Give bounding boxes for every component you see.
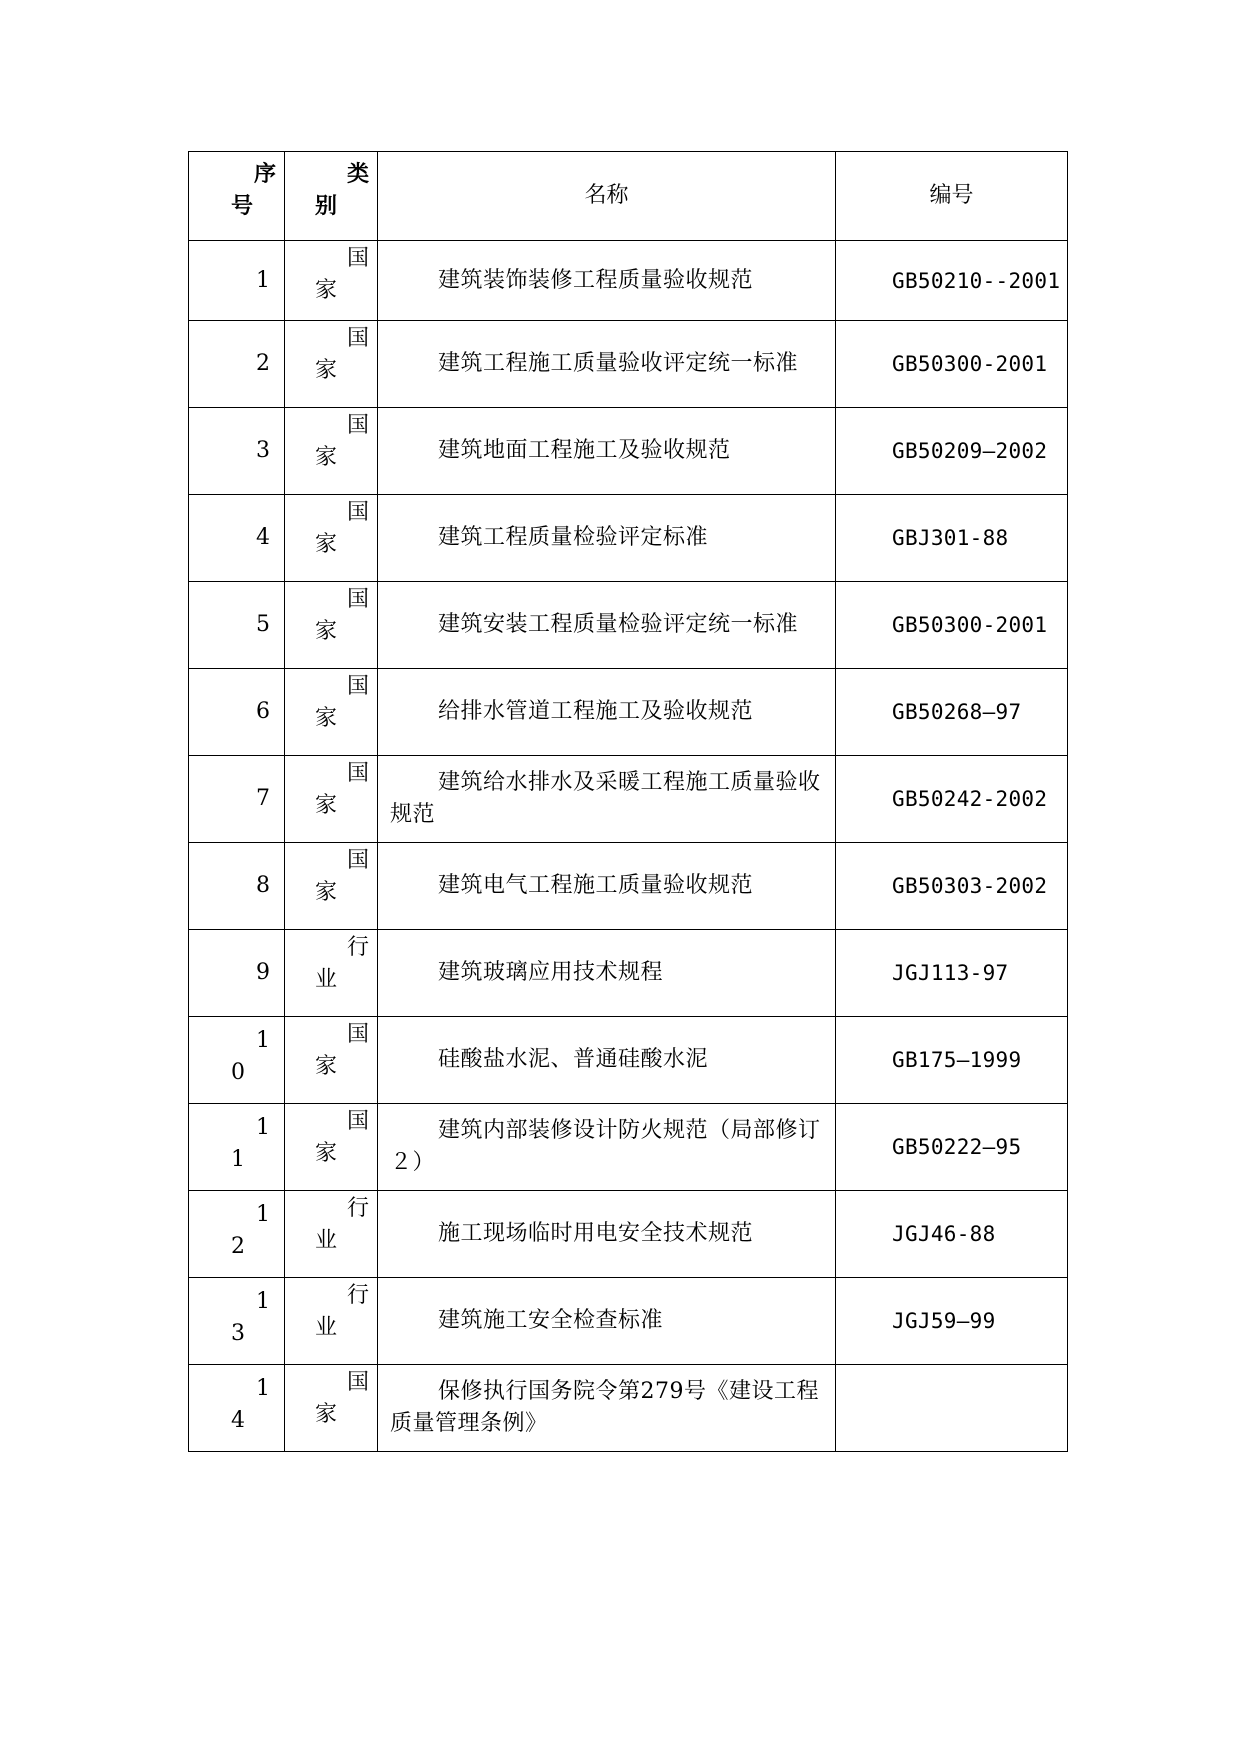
seq-bottom: 2 <box>231 1234 245 1259</box>
standard-name-cell: 建筑电气工程施工质量验收规范 <box>378 843 836 930</box>
category-cell <box>285 1365 378 1452</box>
category-cell <box>285 408 378 495</box>
table-row <box>189 1278 1068 1365</box>
header-code: 编号 <box>836 152 1068 241</box>
seq-number: 4 <box>256 525 270 550</box>
seq-bottom: 4 <box>231 1408 245 1433</box>
seq-top: 1 <box>256 1115 270 1140</box>
table-row <box>189 408 1068 495</box>
category-cell <box>285 1104 378 1191</box>
seq-top: 1 <box>256 1376 270 1401</box>
category-cell <box>285 321 378 408</box>
seq-top: 1 <box>256 1202 270 1227</box>
table-row <box>189 241 1068 321</box>
category-top: 国 <box>346 500 369 525</box>
category-bottom: 家 <box>315 880 338 905</box>
category-top: 国 <box>346 326 369 351</box>
seq-cell <box>189 1191 285 1278</box>
standard-name-cell: 施工现场临时用电安全技术规范 <box>378 1191 836 1278</box>
category-top: 行 <box>346 935 369 960</box>
seq-cell <box>189 843 285 930</box>
standard-code-cell: GB50222—95 <box>836 1104 1068 1191</box>
standard-name-cell: 建筑工程施工质量验收评定统一标准 <box>378 321 836 408</box>
seq-number: 8 <box>256 873 270 898</box>
seq-cell <box>189 408 285 495</box>
table-row <box>189 1104 1068 1191</box>
standard-name-cell: 建筑装饰装修工程质量验收规范 <box>378 241 836 321</box>
standard-name-cell: 建筑工程质量检验评定标准 <box>378 495 836 582</box>
category-bottom: 业 <box>315 967 338 992</box>
category-bottom: 家 <box>315 619 338 644</box>
category-bottom: 家 <box>315 532 338 557</box>
category-top: 国 <box>346 413 369 438</box>
category-bottom: 家 <box>315 278 338 303</box>
category-bottom: 家 <box>315 358 338 383</box>
seq-cell <box>189 1104 285 1191</box>
seq-bottom: 1 <box>231 1147 245 1172</box>
category-top: 行 <box>346 1283 369 1308</box>
table-row <box>189 321 1068 408</box>
seq-number: 2 <box>256 351 270 376</box>
seq-cell <box>189 1017 285 1104</box>
seq-cell <box>189 241 285 321</box>
category-cell <box>285 669 378 756</box>
seq-bottom: 3 <box>231 1321 245 1346</box>
seq-cell <box>189 495 285 582</box>
standard-code-cell: GBJ301-88 <box>836 495 1068 582</box>
header-seq <box>189 152 285 241</box>
header-category-top: 类 <box>346 161 369 187</box>
category-bottom: 业 <box>315 1315 338 1340</box>
standard-code-cell: JGJ113-97 <box>836 930 1068 1017</box>
header-category <box>285 152 378 241</box>
category-cell <box>285 241 378 321</box>
standard-code-cell: GB50209—2002 <box>836 408 1068 495</box>
standard-code-cell: GB50300-2001 <box>836 582 1068 669</box>
category-bottom: 家 <box>315 706 338 731</box>
seq-number: 3 <box>256 438 270 463</box>
standard-name-cell: 建筑施工安全检查标准 <box>378 1278 836 1365</box>
category-bottom: 业 <box>315 1228 338 1253</box>
table-row <box>189 930 1068 1017</box>
standard-code-cell: GB50210--2001 <box>836 241 1068 321</box>
table-row <box>189 756 1068 843</box>
category-top: 国 <box>346 246 369 271</box>
seq-cell <box>189 1278 285 1365</box>
seq-number: 5 <box>256 612 270 637</box>
category-cell <box>285 1278 378 1365</box>
header-seq-top: 序 <box>253 161 276 187</box>
table-row <box>189 1365 1068 1452</box>
table-header-row <box>189 152 1068 241</box>
category-bottom: 家 <box>315 1141 338 1166</box>
seq-number: 7 <box>256 786 270 811</box>
seq-cell <box>189 756 285 843</box>
standard-code-cell: GB50303-2002 <box>836 843 1068 930</box>
category-cell <box>285 582 378 669</box>
category-cell <box>285 1017 378 1104</box>
header-seq-bottom: 号 <box>231 193 254 219</box>
table-row <box>189 582 1068 669</box>
standard-name-cell: 硅酸盐水泥、普通硅酸水泥 <box>378 1017 836 1104</box>
seq-cell <box>189 930 285 1017</box>
category-top: 国 <box>346 848 369 873</box>
category-cell <box>285 495 378 582</box>
category-top: 行 <box>346 1196 369 1221</box>
category-bottom: 家 <box>315 1402 338 1427</box>
standard-code-cell: JGJ59—99 <box>836 1278 1068 1365</box>
seq-number: 9 <box>256 960 270 985</box>
seq-cell <box>189 582 285 669</box>
seq-cell <box>189 321 285 408</box>
table-row <box>189 843 1068 930</box>
seq-number: 6 <box>256 699 270 724</box>
standard-code-cell: JGJ46-88 <box>836 1191 1068 1278</box>
category-bottom: 家 <box>315 1054 338 1079</box>
table-row <box>189 669 1068 756</box>
standard-name-cell: 建筑安装工程质量检验评定统一标准 <box>378 582 836 669</box>
category-top: 国 <box>346 761 369 786</box>
standard-name-cell: 建筑内部装修设计防火规范（局部修订２） <box>378 1104 836 1191</box>
standard-name-cell: 保修执行国务院令第279号《建设工程质量管理条例》 <box>378 1365 836 1452</box>
table-row <box>189 1017 1068 1104</box>
standard-name-cell: 建筑玻璃应用技术规程 <box>378 930 836 1017</box>
standard-name-cell: 建筑给水排水及采暖工程施工质量验收规范 <box>378 756 836 843</box>
header-category-bottom: 别 <box>315 193 338 219</box>
seq-top: 1 <box>256 1028 270 1053</box>
table-row <box>189 1191 1068 1278</box>
category-bottom: 家 <box>315 793 338 818</box>
category-cell <box>285 756 378 843</box>
standard-code-cell <box>836 1365 1068 1452</box>
standard-name-cell: 建筑地面工程施工及验收规范 <box>378 408 836 495</box>
category-cell <box>285 843 378 930</box>
category-bottom: 家 <box>315 445 338 470</box>
standard-code-cell: GB50268—97 <box>836 669 1068 756</box>
table-row <box>189 495 1068 582</box>
seq-bottom: 0 <box>231 1060 245 1085</box>
category-top: 国 <box>346 587 369 612</box>
seq-cell <box>189 669 285 756</box>
standard-name-cell: 给排水管道工程施工及验收规范 <box>378 669 836 756</box>
seq-number: 1 <box>256 267 270 293</box>
standard-code-cell: GB50242-2002 <box>836 756 1068 843</box>
category-top: 国 <box>346 1022 369 1047</box>
category-top: 国 <box>346 674 369 699</box>
seq-top: 1 <box>256 1289 270 1314</box>
header-name: 名称 <box>378 152 836 241</box>
standard-code-cell: GB50300-2001 <box>836 321 1068 408</box>
category-top: 国 <box>346 1109 369 1134</box>
category-cell <box>285 1191 378 1278</box>
seq-cell <box>189 1365 285 1452</box>
category-top: 国 <box>346 1370 369 1395</box>
category-cell <box>285 930 378 1017</box>
standards-table <box>188 151 1068 1452</box>
standard-code-cell: GB175—1999 <box>836 1017 1068 1104</box>
table-body <box>189 241 1068 1452</box>
